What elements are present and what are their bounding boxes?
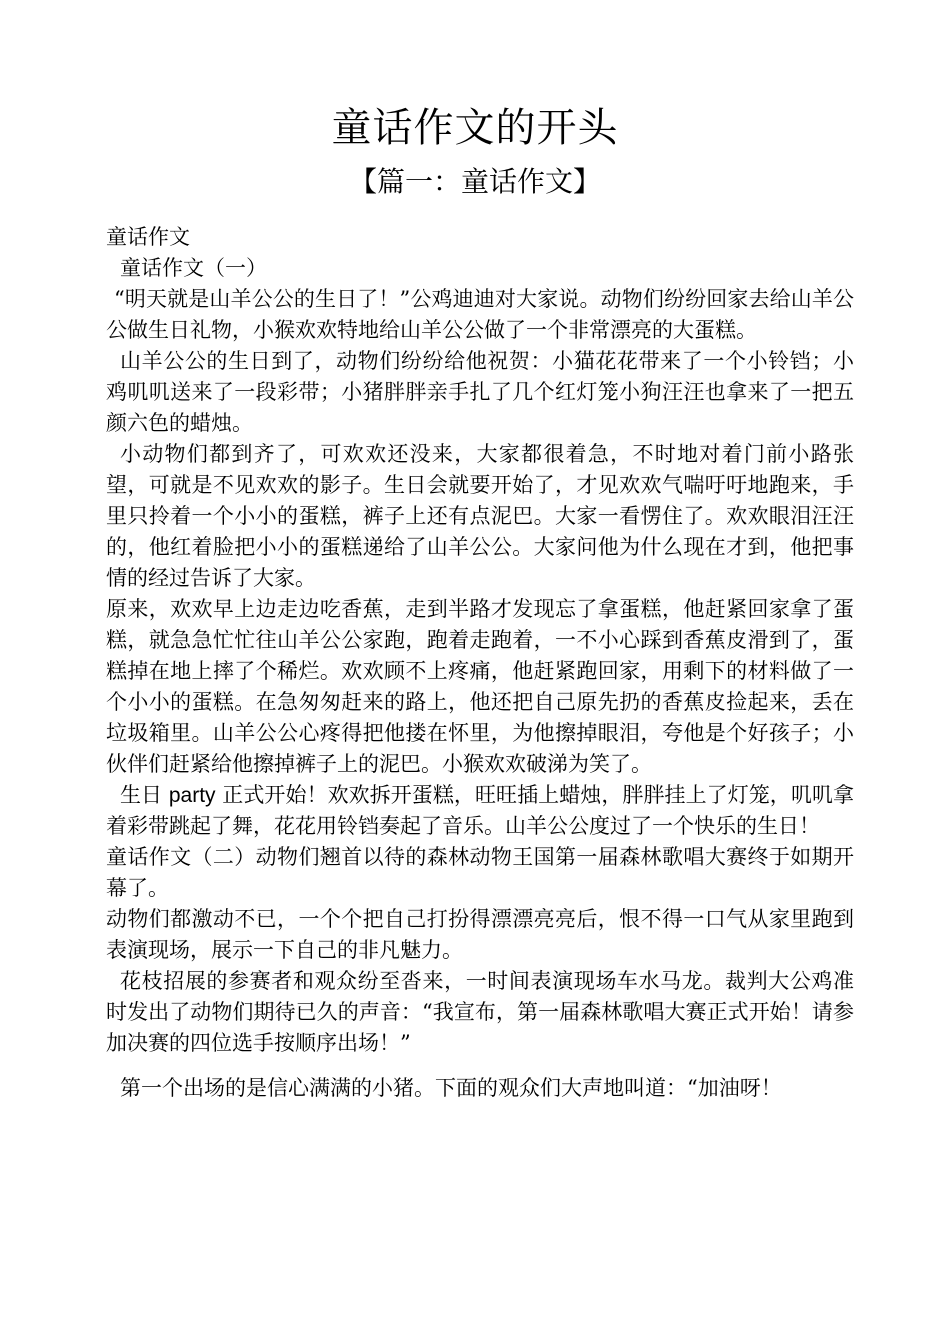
paragraph: 花枝招展的参赛者和观众纷至沓来，一时间表演现场车水马龙。裁判大公鸡准时发出了动物们期待已久的声音：“我宣布，第一届森林歌唱大赛正式开始！请参加决赛的四位选手按顺序出场！” xyxy=(106,969,854,1055)
paragraph-text: 正式开始！欢欢拆开蛋糕，旺旺插上蜡烛，胖胖挂上了灯笼，叽叽拿着彩带跳起了舞，花花用铃铛奏起了音乐。山羊公公度过了一个快乐的生日！ xyxy=(106,783,854,838)
paragraph-text-latin: party xyxy=(168,784,216,807)
document-body xyxy=(106,222,854,1104)
paragraph: 山羊公公的生日到了，动物们纷纷给他祝贺：小猫花花带来了一个小铃铛；小鸡叽叽送来了一段彩带；小猪胖胖亲手扎了几个红灯笼小狗汪汪也拿来了一把五颜六色的蜡烛。 xyxy=(106,349,854,435)
paragraph xyxy=(106,780,854,842)
paragraph: 小动物们都到齐了，可欢欢还没来，大家都很着急，不时地对着门前小路张望，可就是不见欢欢的影子。生日会就要开始了，才见欢欢气喘吁吁地跑来，手里只拎着一个小小的蛋糕，裤子上还有点泥巴。大家一看愣住了。欢欢眼泪汪汪的，他红着脸把小小的蛋糕递给了山羊公公。大家问他为什么现在才到，他把事情的经过告诉了大家。 xyxy=(106,442,854,590)
paragraph: 原来，欢欢早上边走边吃香蕉，走到半路才发现忘了拿蛋糕，他赶紧回家拿了蛋糕，就急急忙忙往山羊公公家跑，跑着走跑着，一不小心踩到香蕉皮滑到了，蛋糕掉在地上摔了个稀烂。欢欢顾不上疼痛，他赶紧跑回家，用剩下的材料做了一个小小的蛋糕。在急匆匆赶来的路上，他还把自己原先扔的香蕉皮捡起来，丢在垃圾箱里。山羊公公心疼得把他搂在怀里，为他擦掉眼泪，夸他是个好孩子；小伙伴们赶紧给他擦掉裤子上的泥巴。小猴欢欢破涕为笑了。 xyxy=(106,597,854,776)
section-heading: 【篇一：童话作文】 xyxy=(348,165,601,198)
paragraph: 第一个出场的是信心满满的小猪。下面的观众们大声地叫道：“加油呀！ xyxy=(120,1076,782,1100)
paragraph: 童话作文（一） xyxy=(120,256,267,280)
paragraph: “明天就是山羊公公的生日了！”公鸡迪迪对大家说。动物们纷纷回家去给山羊公公做生日礼物，小猴欢欢特地给山羊公公做了一个非常漂亮的大蛋糕。 xyxy=(106,287,854,342)
document-title: 童话作文的开头 xyxy=(331,105,619,151)
paragraph-text: 生日 xyxy=(120,783,163,807)
paragraph: 童话作文（二）动物们翘首以待的森林动物王国第一届森林歌唱大赛终于如期开幕了。 xyxy=(106,845,854,900)
paragraph: 动物们都激动不已，一个个把自己打扮得漂漂亮亮后，恨不得一口气从家里跑到表演现场，展示一下自己的非凡魅力。 xyxy=(106,907,854,962)
paragraph: 童话作文 xyxy=(106,225,190,249)
